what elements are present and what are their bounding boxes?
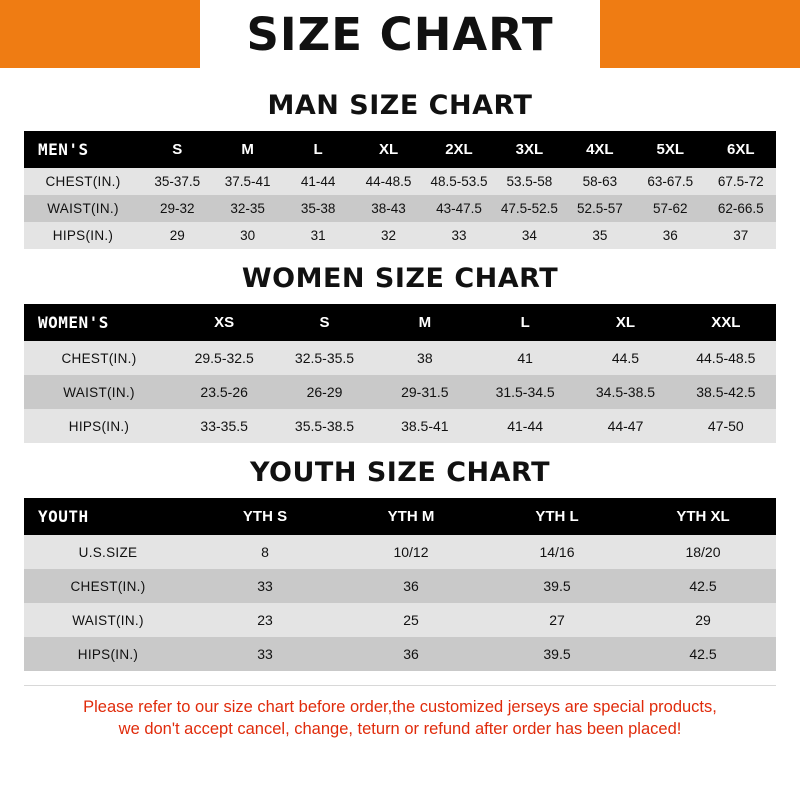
men-waist-s: 29-32 [159, 201, 195, 216]
women-row-hips-label: HIPS(IN.) [68, 418, 130, 434]
youth-waist-xl: 29 [695, 612, 711, 628]
women-chest-s: 32.5-35.5 [294, 350, 355, 366]
women-chest-xxl: 44.5-48.5 [696, 350, 756, 366]
women-header-s: S [319, 314, 330, 331]
men-chest-4xl: 58-63 [582, 174, 618, 189]
women-header-label: WOMEN'S [38, 313, 109, 332]
table-header-row [24, 131, 776, 168]
page-title: SIZE CHART [228, 8, 571, 61]
women-chest-xl: 44.5 [611, 350, 640, 366]
men-hips-xl: 32 [381, 228, 397, 243]
women-header-m: M [418, 314, 432, 331]
women-chest-xs: 29.5-32.5 [194, 350, 254, 366]
men-chest-6xl: 67.5-72 [717, 174, 764, 189]
men-hips-m: 30 [240, 228, 256, 243]
women-table-body [24, 341, 776, 443]
men-row-waist-label: WAIST(IN.) [47, 201, 119, 216]
women-table-head [24, 304, 776, 341]
men-waist-6xl: 62-66.5 [717, 201, 764, 216]
youth-table-head [24, 498, 776, 535]
header-banner [0, 0, 800, 68]
table-row [24, 409, 776, 443]
men-waist-5xl: 57-62 [653, 201, 688, 216]
men-chest-5xl: 63-67.5 [647, 174, 694, 189]
women-hips-s: 35.5-38.5 [294, 418, 355, 434]
men-hips-2xl: 33 [451, 228, 467, 243]
women-hips-m: 38.5-41 [401, 418, 449, 434]
men-waist-2xl: 43-47.5 [436, 201, 482, 216]
women-size-table [24, 304, 776, 443]
table-row [24, 569, 776, 603]
men-hips-5xl: 36 [662, 228, 678, 243]
youth-row-waist-label: WAIST(IN.) [72, 612, 144, 628]
women-waist-xxl: 38.5-42.5 [696, 384, 756, 400]
youth-hips-xl: 42.5 [689, 646, 717, 662]
women-waist-xl: 34.5-38.5 [595, 384, 656, 400]
youth-chest-m: 36 [403, 578, 419, 594]
men-hips-4xl: 35 [592, 228, 608, 243]
table-row [24, 535, 776, 569]
men-waist-3xl: 47.5-52.5 [500, 201, 558, 216]
women-hips-xs: 33-35.5 [200, 418, 248, 434]
women-waist-xs: 23.5-26 [200, 384, 248, 400]
table-header-row [24, 304, 776, 341]
youth-header-s: YTH S [242, 508, 288, 525]
men-size-table [24, 131, 776, 249]
men-chest-3xl: 53.5-58 [506, 174, 553, 189]
men-header-6xl: 6XL [726, 141, 755, 158]
youth-chest-l: 39.5 [543, 578, 571, 594]
youth-chest-s: 33 [257, 578, 273, 594]
youth-hips-l: 39.5 [543, 646, 571, 662]
men-hips-l: 31 [310, 228, 326, 243]
men-row-hips-label: HIPS(IN.) [52, 228, 114, 243]
youth-chest-xl: 42.5 [689, 578, 717, 594]
youth-header-l: YTH L [535, 508, 579, 525]
disclaimer-line-1: Please refer to our size chart before order,the customized jerseys are special products, [83, 698, 717, 716]
men-header-2xl: 2XL [445, 141, 473, 158]
women-header-l: L [520, 314, 530, 331]
men-header-label: MEN'S [38, 140, 89, 159]
women-waist-m: 29-31.5 [401, 384, 449, 400]
youth-waist-s: 23 [257, 612, 273, 628]
youth-row-ussize-label: U.S.SIZE [78, 544, 138, 560]
men-header-3xl: 3XL [515, 141, 544, 158]
youth-ussize-s: 8 [261, 544, 269, 560]
disclaimer-note [24, 685, 776, 749]
men-chest-2xl: 48.5-53.5 [430, 174, 488, 189]
men-hips-s: 29 [169, 228, 185, 243]
table-row [24, 637, 776, 671]
youth-waist-l: 27 [549, 612, 565, 628]
women-header-xl: XL [615, 314, 636, 331]
women-chest-m: 38 [417, 350, 433, 366]
youth-row-hips-label: HIPS(IN.) [77, 646, 139, 662]
women-waist-s: 26-29 [306, 384, 343, 400]
table-row [24, 195, 776, 222]
youth-ussize-xl: 18/20 [685, 544, 721, 560]
disclaimer-line-2: we don't accept cancel, change, teturn or refund after order has been placed! [118, 720, 682, 739]
chart-content [0, 68, 800, 800]
youth-hips-s: 33 [257, 646, 273, 662]
men-header-m: M [241, 141, 254, 158]
banner-accent-right [600, 0, 800, 68]
youth-waist-m: 25 [403, 612, 419, 628]
men-chest-l: 41-44 [300, 174, 336, 189]
men-section-title: MAN SIZE CHART [267, 90, 533, 121]
men-header-4xl: 4XL [586, 141, 614, 158]
youth-header-m: YTH M [387, 508, 435, 525]
men-chest-m: 37.5-41 [224, 174, 271, 189]
women-hips-xl: 44-47 [607, 418, 644, 434]
youth-header-label: YOUTH [38, 507, 89, 526]
men-waist-m: 32-35 [230, 201, 265, 216]
table-row [24, 168, 776, 195]
youth-size-table [24, 498, 776, 671]
men-hips-6xl: 37 [733, 228, 749, 243]
youth-ussize-l: 14/16 [539, 544, 575, 560]
women-hips-l: 41-44 [507, 418, 544, 434]
men-table-body [24, 168, 776, 249]
women-section-title: WOMEN SIZE CHART [241, 263, 559, 294]
men-header-s: S [172, 141, 183, 158]
men-chest-s: 35-37.5 [154, 174, 201, 189]
women-hips-xxl: 47-50 [707, 418, 744, 434]
women-chest-l: 41 [517, 350, 533, 366]
banner-accent-left [0, 0, 200, 68]
women-header-xs: XS [214, 314, 235, 331]
women-header-xxl: XXL [711, 314, 741, 331]
women-row-waist-label: WAIST(IN.) [63, 384, 135, 400]
table-row [24, 341, 776, 375]
youth-hips-m: 36 [403, 646, 419, 662]
youth-section-title: YOUTH SIZE CHART [249, 457, 551, 488]
women-row-chest-label: CHEST(IN.) [61, 350, 137, 366]
men-header-l: L [313, 141, 323, 158]
men-hips-3xl: 34 [521, 228, 537, 243]
table-row [24, 222, 776, 249]
youth-header-xl: YTH XL [676, 508, 730, 525]
table-row [24, 375, 776, 409]
men-chest-xl: 44-48.5 [365, 174, 412, 189]
men-header-5xl: 5XL [656, 141, 685, 158]
men-waist-l: 35-38 [300, 201, 336, 216]
men-row-chest-label: CHEST(IN.) [45, 174, 121, 189]
men-table-head [24, 131, 776, 168]
youth-row-chest-label: CHEST(IN.) [70, 578, 146, 594]
youth-ussize-m: 10/12 [393, 544, 429, 560]
men-waist-xl: 38-43 [371, 201, 406, 216]
table-header-row [24, 498, 776, 535]
youth-table-body [24, 535, 776, 671]
table-row [24, 603, 776, 637]
men-waist-4xl: 52.5-57 [576, 201, 623, 216]
women-waist-l: 31.5-34.5 [495, 384, 555, 400]
men-header-xl: XL [378, 141, 399, 158]
